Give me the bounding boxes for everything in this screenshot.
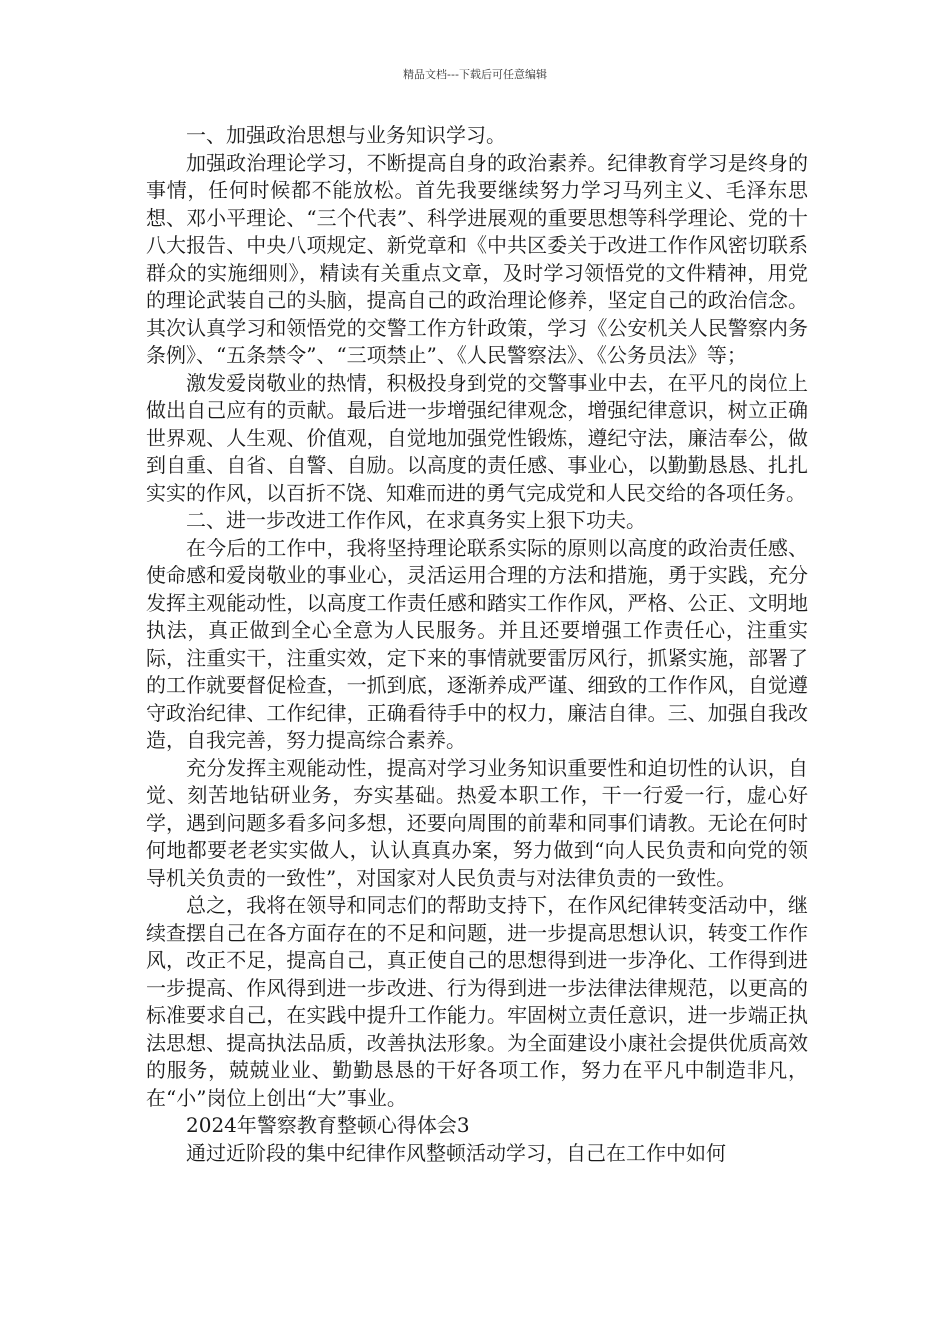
body-paragraph: 加强政治理论学习，不断提高自身的政治素养。纪律教育学习是终身的事情，任何时候都不能放松。首先我要继续努力学习马列主义、毛泽东思想、邓小平理论、“三个代表”、科学进展观的重要思想等科学理论、党的十八大报告、中央八项规定、新党章和《中共区委关于改进工作作风密切联系群众的实施细则》，精读有关重点文章，及时学习领悟党的文件精神，用党的理论武装自己的头脑，提高自己的政治理论修养，坚定自己的政治信念。其次认真学习和领悟党的交警工作方针政策，学习《公安机关人民警察内务条例》、“五条禁令”、“三项禁止”、《人民警察法》、《公务员法》等； [146, 150, 808, 367]
body-paragraph: 充分发挥主观能动性，提高对学习业务知识重要性和迫切性的认识，自觉、刻苦地钻研业务，夯实基础。热爱本职工作，干一行爱一行，虚心好学，遇到问题多看多问多想，还要向周围的前辈和同事们请教。无论在何时何地都要老老实实做人，认认真真办案，努力做到“向人民负责和向党的领导机关负责的一致性”，对国家对人民负责与对法律负责的一致性。 [146, 755, 808, 890]
section-heading-1: 一、加强政治思想与业务知识学习。 [186, 123, 506, 147]
page-header: 精品文档---下载后可任意编辑 [403, 68, 547, 81]
body-paragraph: 激发爱岗敬业的热情，积极投身到党的交警事业中去，在平凡的岗位上做出自己应有的贡献。最后进一步增强纪律观念，增强纪律意识，树立正确世界观、人生观、价值观，自觉地加强党性锻炼，遵纪守法，廉洁奉公，做到自重、自省、自警、自励。以高度的责任感、事业心，以勤勤恳恳、扎扎实实的作风，以百折不饶、知难而进的勇气完成党和人民交给的各项任务。 [146, 370, 808, 505]
article-title: 2024年警察教育整顿心得体会3 [186, 1113, 470, 1137]
section-heading-2: 二、进一步改进工作作风，在求真务实上狠下功夫。 [186, 508, 646, 532]
conclusion-paragraph: 总之，我将在领导和同志们的帮助支持下，在作风纪律转变活动中，继续查摆自己在各方面存在的不足和问题，进一步提高思想认识，转变工作作风，改正不足，提高自己，真正使自己的思想得到进一步净化、工作得到进一步提高、作风得到进一步改进、行为得到进一步法律法律规范，以更高的标准要求自己，在实践中提升工作能力。牢固树立责任意识，进一步端正执法思想、提高执法品质，改善执法形象。为全面建设小康社会提供优质高效的服务，兢兢业业、勤勤恳恳的干好各项工作，努力在平凡中制造非凡，在“小”岗位上创出“大”事业。 [146, 893, 808, 1110]
document-body [146, 122, 808, 1167]
body-paragraph: 在今后的工作中，我将坚持理论联系实际的原则以高度的政治责任感、使命感和爱岗敬业的事业心，灵活运用合理的方法和措施，勇于实践，充分发挥主观能动性，以高度工作责任感和踏实工作作风，严格、公正、文明地执法，真正做到全心全意为人民服务。并且还要增强工作责任心，注重实际，注重实干，注重实效，定下来的事情就要雷厉风行，抓紧实施，部署了的工作就要督促检查，一抓到底，逐渐养成严谨、细致的工作作风，自觉遵守政治纪律、工作纪律，正确看待手中的权力，廉洁自律。三、加强自我改造，自我完善，努力提高综合素养。 [146, 535, 808, 752]
body-paragraph: 通过近阶段的集中纪律作风整顿活动学习，自己在工作中如何 [186, 1140, 726, 1165]
